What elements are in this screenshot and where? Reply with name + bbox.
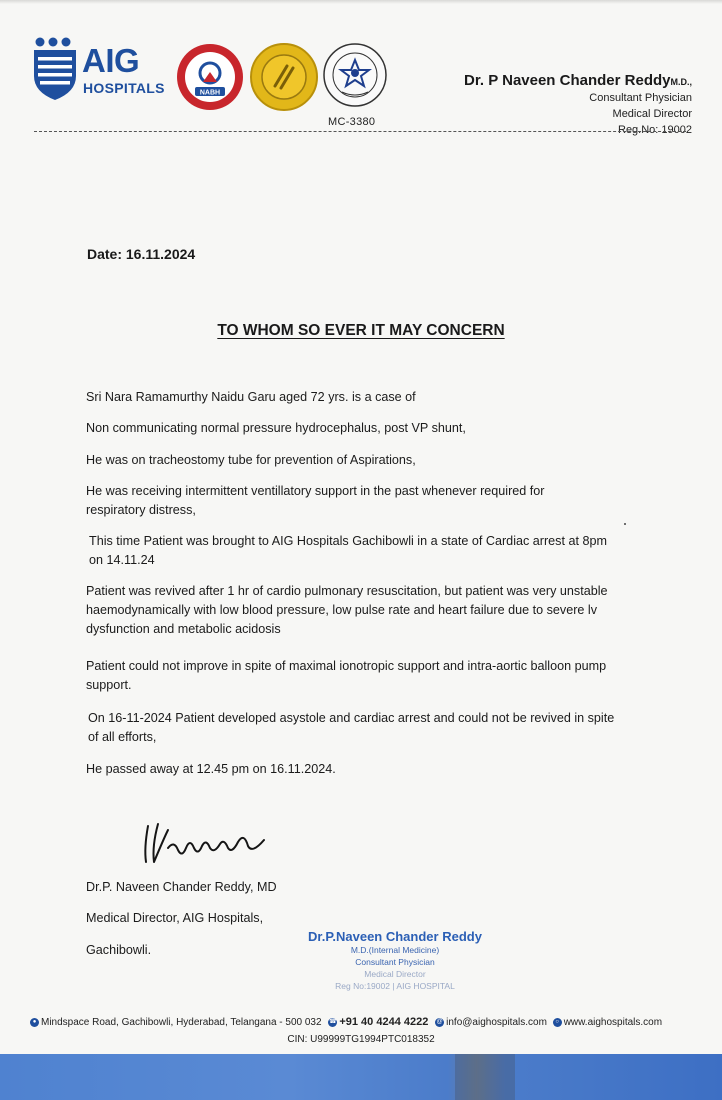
paragraph-resuscitation: Patient was revived after 1 hr of cardio pulmonary resuscitation, but patient was very unstable haemodynamically with low blood pressure, low pulse rate and heart failure due to severe lv dysfunction and metabolic acidosis [86, 584, 608, 636]
doctor-stamp [290, 929, 500, 992]
doctor-header-reg: Reg.No: 19002 [618, 124, 692, 136]
letter-heading-wrap [0, 322, 722, 340]
stamp-registration: Reg No:19002 | AIG HOSPITAL [335, 981, 455, 991]
stamp-qualification: M.D.(Internal Medicine) [350, 945, 440, 955]
doctor-header [464, 72, 692, 138]
handwritten-signature [134, 818, 284, 870]
stamp-title: Consultant Physician [355, 957, 435, 967]
paragraph-support: Patient could not improve in spite of maximal ionotropic support and intra-aortic balloon pump support. [86, 659, 607, 692]
phone-icon: ☎ [329, 1018, 337, 1025]
signatory-role: Medical Director, AIG Hospitals, [86, 911, 264, 925]
paper-edge [0, 0, 722, 4]
stamp-role: Medical Director [364, 969, 426, 979]
nabh-badge-icon [175, 42, 245, 112]
logo-wordmark: AIG [82, 42, 140, 79]
paragraph-diagnosis: Non communicating normal pressure hydrocephalus, post VP shunt, [86, 421, 466, 435]
accreditation-seal [322, 42, 388, 108]
paragraph-death: He passed away at 12.45 pm on 16.11.2024. [86, 762, 336, 776]
doctor-header-name: Dr. P Naveen Chander Reddy [464, 72, 671, 89]
signatory-place: Gachibowli. [86, 943, 152, 957]
footer-phone: +91 40 4244 4222 [339, 1016, 429, 1028]
aig-logo [32, 36, 165, 106]
letter-heading: TO WHOM SO EVER IT MAY CONCERN [217, 322, 505, 339]
footer-color-band [0, 1054, 722, 1100]
footer-website: www.aighospitals.com [563, 1017, 663, 1028]
email-icon: @ [436, 1018, 443, 1025]
signatory-name: Dr.P. Naveen Chander Reddy, MD [86, 880, 277, 894]
logo-subtitle: HOSPITALS [83, 80, 165, 96]
doctor-header-degree: M.D., [670, 77, 692, 87]
location-pin-icon: ● [30, 1018, 39, 1027]
quality-gold-seal [249, 42, 319, 112]
aig-logo-mark-icon [32, 36, 78, 102]
doctor-header-title: Consultant Physician [589, 92, 692, 104]
globe-icon: ○ [553, 1018, 562, 1027]
mc-certificate-code: MC-3380 [328, 116, 376, 128]
paragraph-patient: Sri Nara Ramamurthy Naidu Garu aged 72 yrs. is a case of [86, 390, 416, 404]
footer-address: Mindspace Road, Gachibowli, Hyderabad, Telangana - 500 032 [41, 1017, 322, 1028]
footer-cin: CIN: U99999TG1994PTC018352 [287, 1034, 435, 1045]
nabh-seal [175, 42, 245, 112]
letter-date: Date: 16.11.2024 [87, 246, 196, 262]
paragraph-ventilation: He was receiving intermittent ventillatory support in the past whenever required for respiratory distress, [86, 484, 545, 517]
footer-email: info@aighospitals.com [446, 1017, 547, 1028]
doctor-header-role: Medical Director [612, 108, 692, 120]
stamp-name: Dr.P.Naveen Chander Reddy [308, 929, 482, 944]
accreditation-badge-icon [322, 42, 388, 108]
footer-band-shadow [455, 1054, 515, 1100]
paragraph-tracheostomy: He was on tracheostomy tube for prevention of Aspirations, [86, 453, 416, 467]
paper-speck [624, 523, 626, 525]
header-divider [34, 131, 686, 132]
letterhead-footer [30, 1016, 700, 1028]
quality-seal-icon [249, 42, 319, 112]
nabh-seal-label: NABH [199, 89, 221, 97]
paragraph-admission: This time Patient was brought to AIG Hospitals Gachibowli in a state of Cardiac arrest at 8pm on 14.11.24 [89, 534, 607, 567]
paragraph-asystole: On 16-11-2024 Patient developed asystole and cardiac arrest and could not be revived in spite of all efforts, [88, 711, 615, 744]
